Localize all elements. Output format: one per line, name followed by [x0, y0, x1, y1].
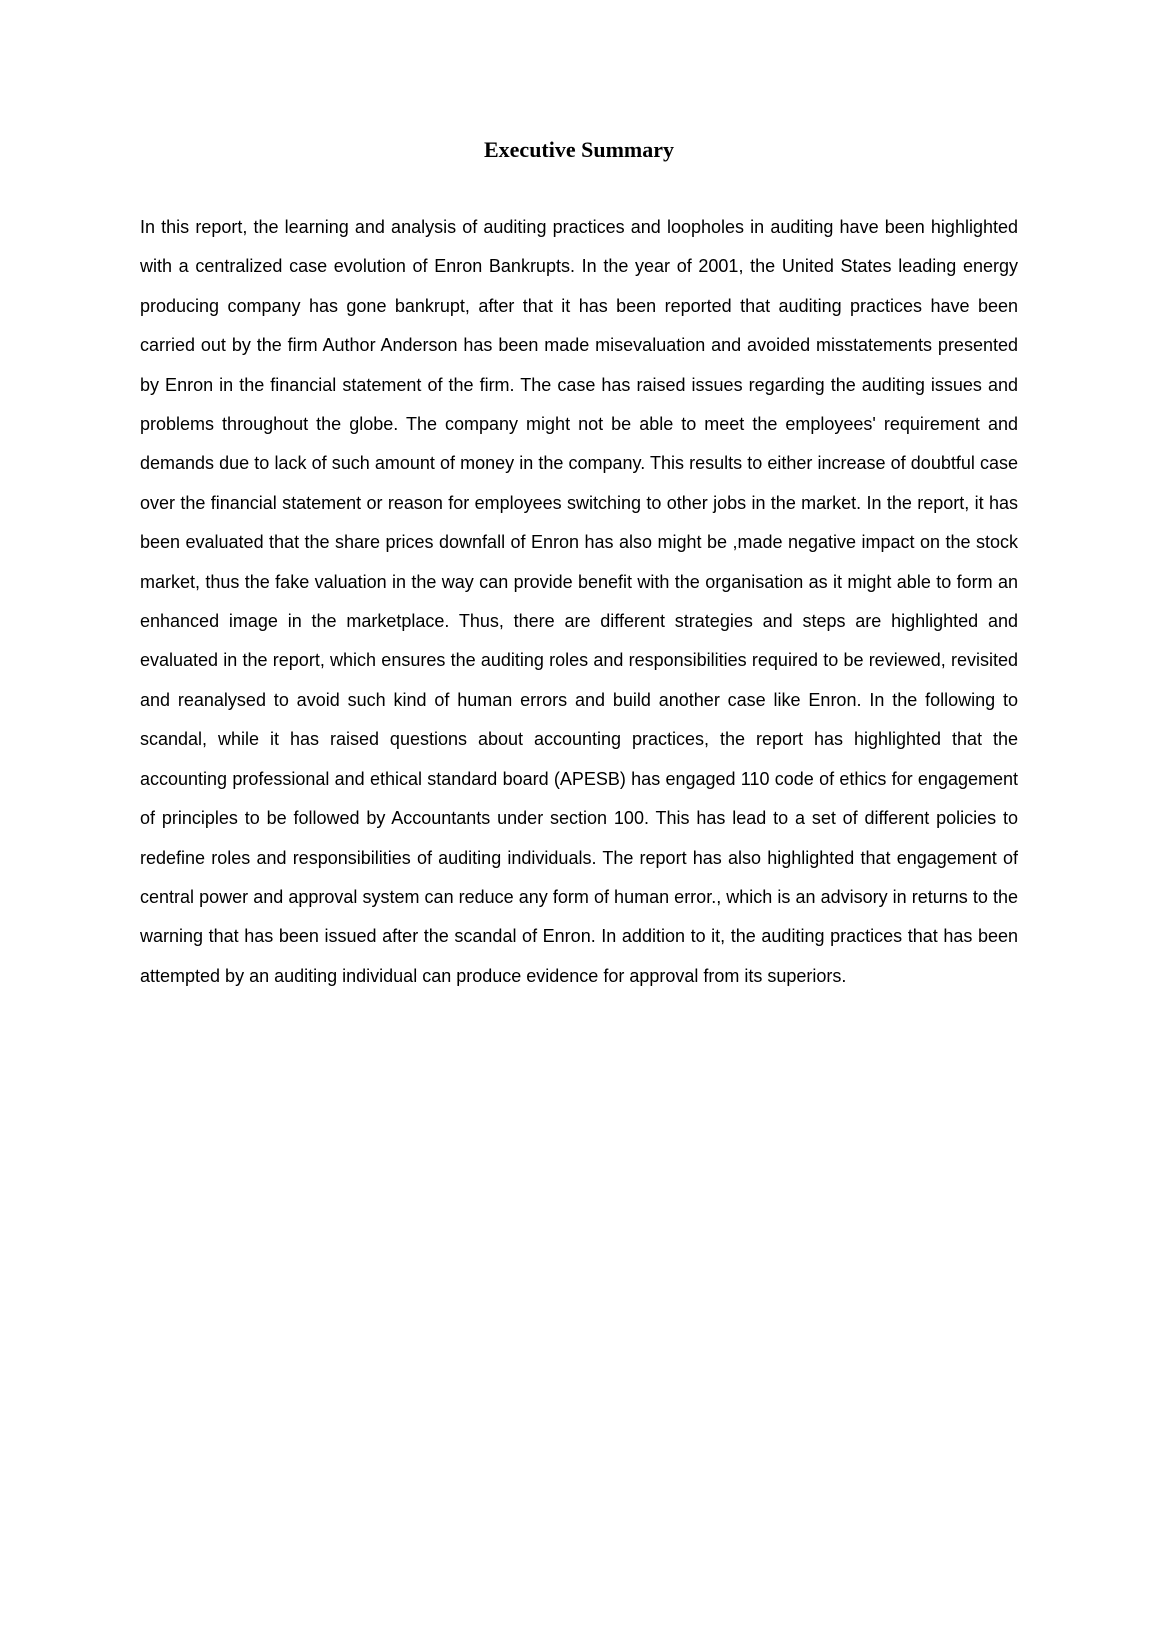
page-title: Executive Summary: [483, 137, 675, 162]
summary-paragraph: In this report, the learning and analysis of auditing practices and loopholes in auditing have been highlighted with a centralized case evolution of Enron Bankrupts. In the year of 2001, the United States leading energy producing company has gone bankrupt, after that it has been reported that auditing practices have been carried out by the firm Author Anderson has been made misevaluation and avoided misstatements presented by Enron in the financial statement of the firm. The case has raised issues regarding the auditing issues and problems throughout the globe. The company might not be able to meet the employees' requirement and demands due to lack of such amount of money in the company. This results to either increase of doubtful case over the financial statement or reason for employees switching to other jobs in the market. In the report, it has been evaluated that the share prices downfall of Enron has also might be ,made negative impact on the stock market, thus the fake valuation in the way can provide benefit with the organisation as it might able to form an enhanced image in the marketplace. Thus, there are different strategies and steps are highlighted and evaluated in the report, which ensures the auditing roles and responsibilities required to be reviewed, revisited and reanalysed to avoid such kind of human errors and build another case like Enron. In the following to scandal, while it has raised questions about accounting practices, the report has highlighted that the accounting professional and ethical standard board (APESB) has engaged 110 code of ethics for engagement of principles to be followed by Accountants under section 100. This has lead to a set of different policies to redefine roles and responsibilities of auditing individuals. The report has also highlighted that engagement of central power and approval system can reduce any form of human error., which is an advisory in returns to the warning that has been issued after the scandal of Enron. In addition to it, the auditing practices that has been attempted by an auditing individual can produce evidence for approval from its superiors.: [140, 217, 1018, 986]
